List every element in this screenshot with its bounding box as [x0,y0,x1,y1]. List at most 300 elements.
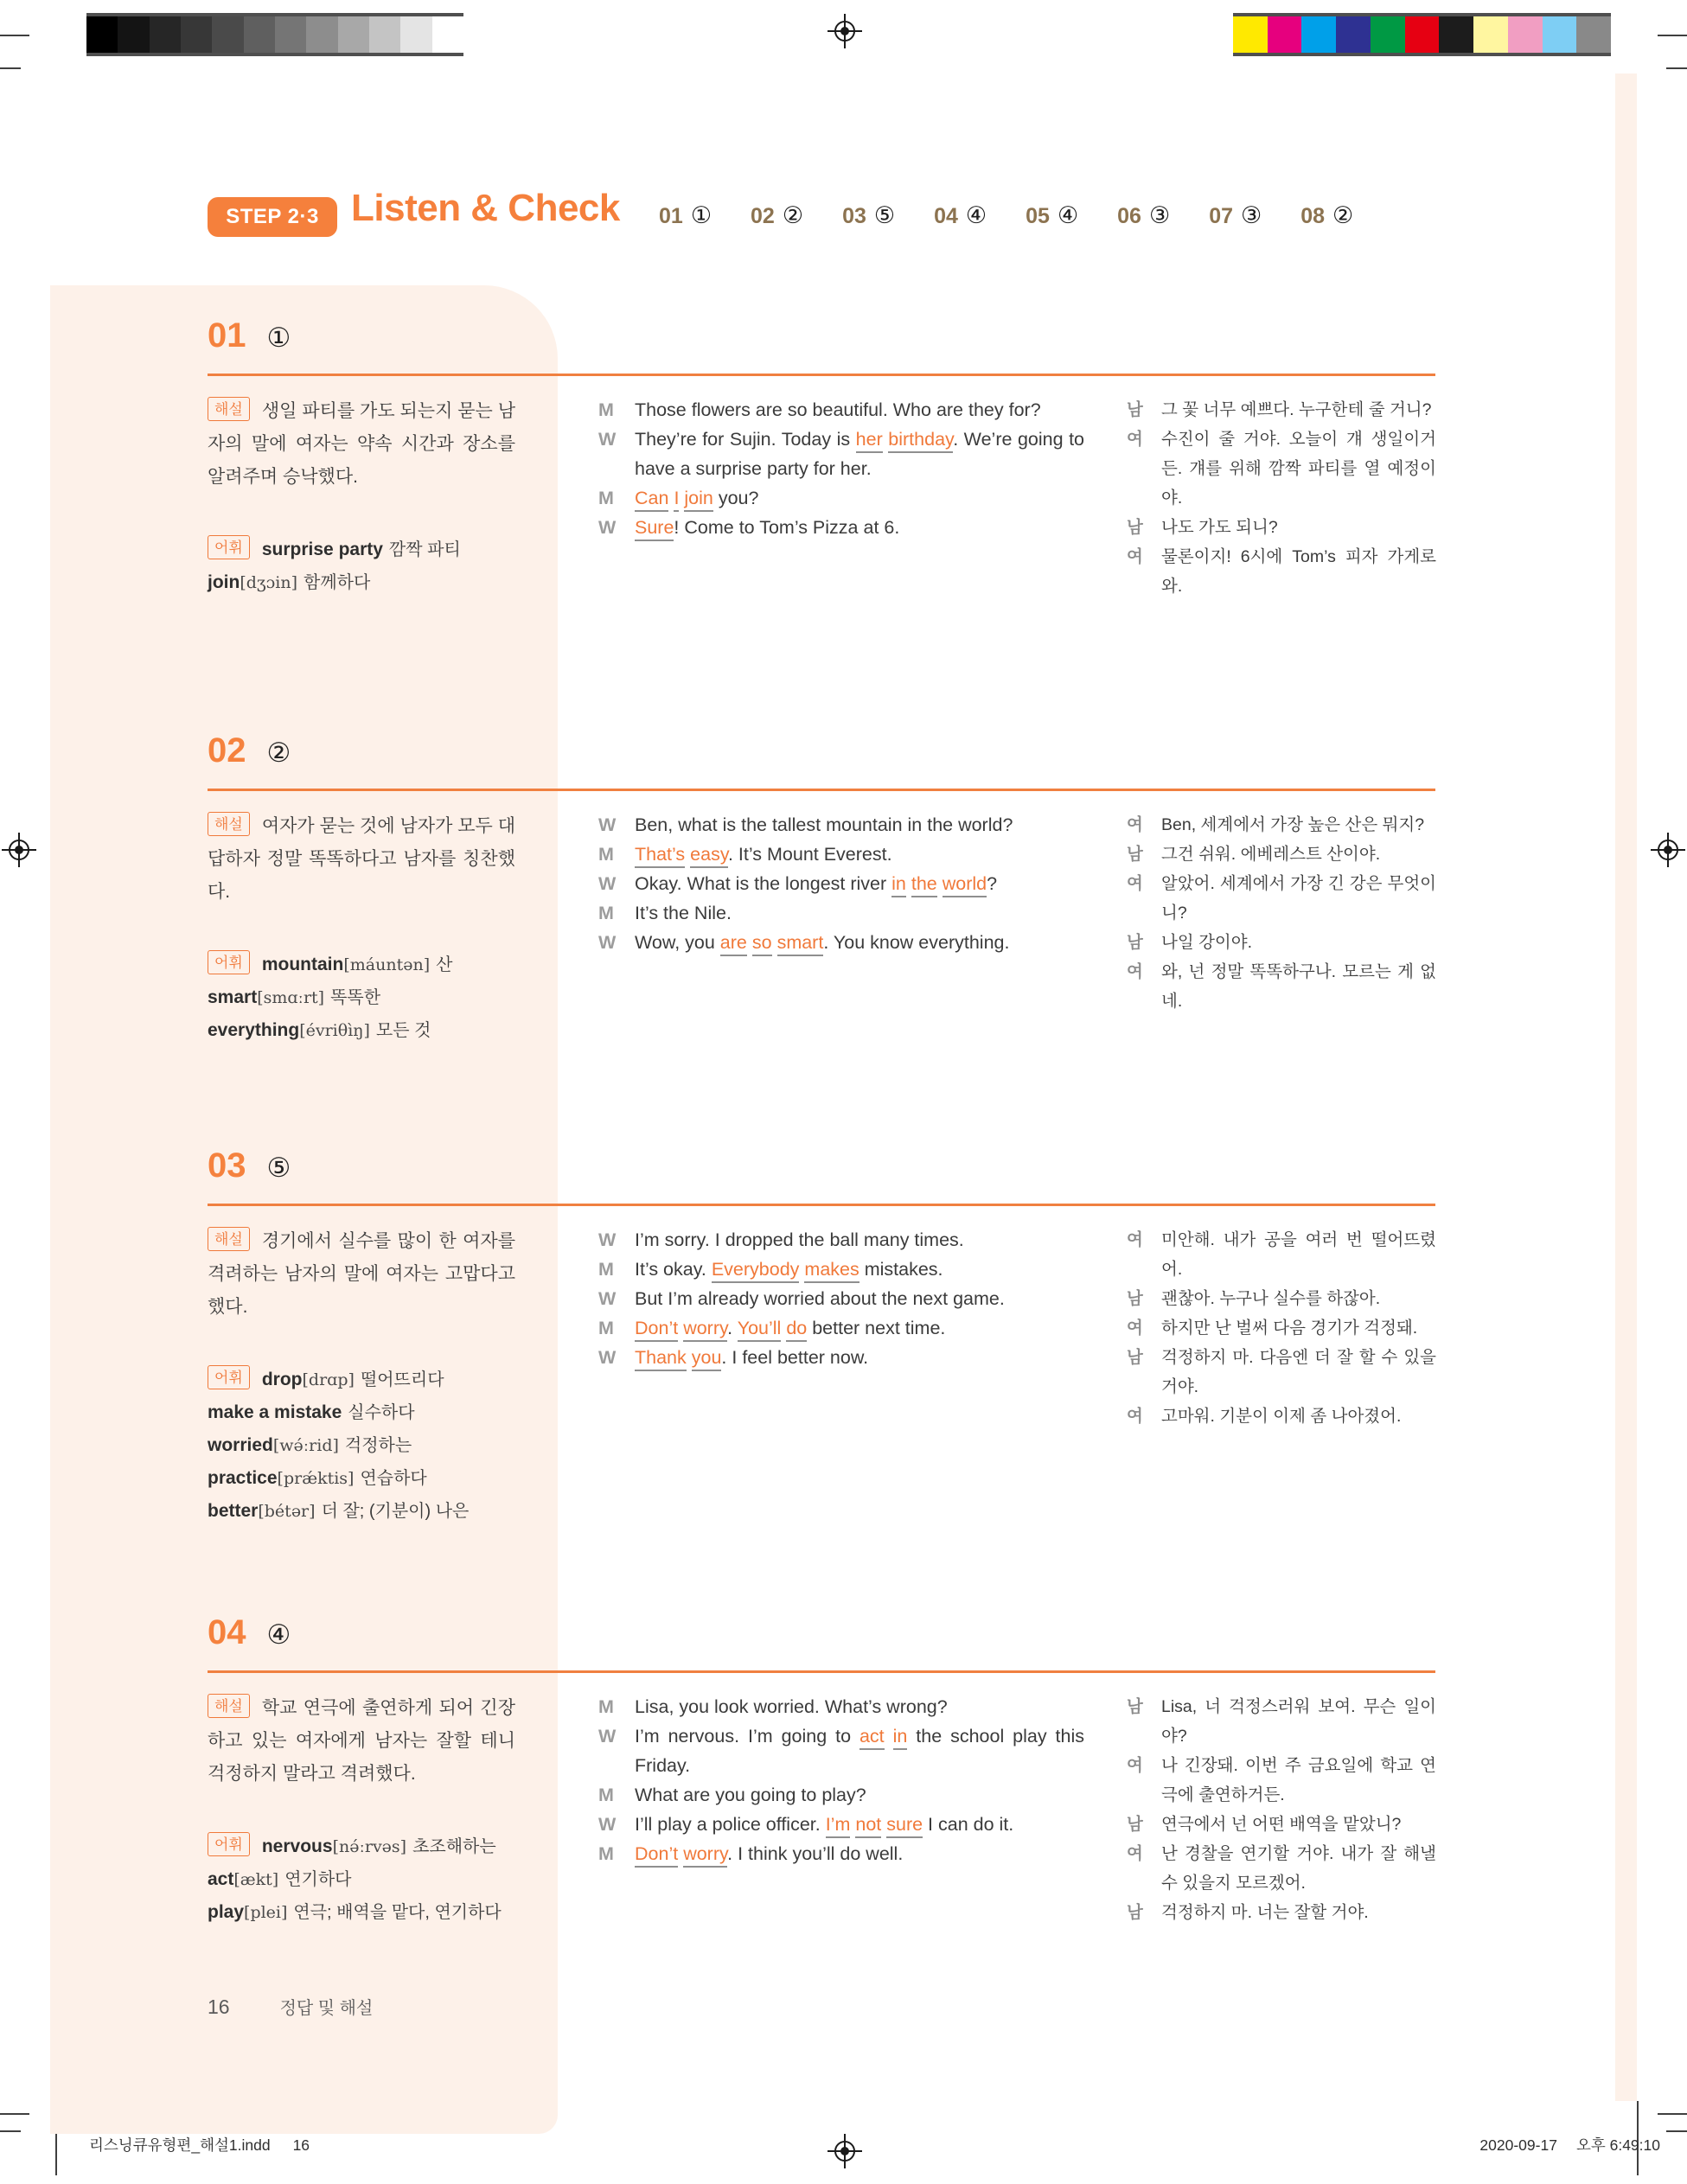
dialogue-line [598,810,1084,840]
vocab-word: mountain [261,955,344,974]
vocab-word: make a mistake [208,1402,342,1422]
registration-mark-right [1655,837,1681,863]
section-number: 02 [208,731,246,770]
answer-choice: ③ [1148,202,1171,228]
answer-item [1209,202,1262,229]
answer-number: 07 [1209,204,1233,228]
dialogue-segment: Ben, what is the tallest mountain in the world? [635,814,1013,835]
korean-line [1127,425,1436,513]
footer-label: 정답 및 해설 [279,1999,374,2018]
section-number: 01 [208,316,246,354]
page-title: Listen & Check [351,187,620,229]
answer-choice: ② [1332,202,1354,228]
dialogue-text [635,810,1084,840]
dialogue-segment: . [727,1318,738,1338]
explanation-paragraph [208,1225,515,1324]
calibration-swatch [1371,16,1405,53]
calibration-swatch [306,16,337,53]
korean-line [1127,1402,1436,1431]
calibration-swatch [275,16,306,53]
korean-line [1127,1313,1436,1343]
vocab-item [208,1863,553,1896]
explanation-text: 생일 파티를 가도 되는지 묻는 남자의 말에 여자는 약속 시간과 장소를 알려주며 승낙했다. [208,401,515,487]
highlighted-answer-word: worry [683,1318,727,1342]
highlighted-answer-word: worry [683,1843,727,1868]
dialogue-text [635,483,1084,513]
korean-speaker-label: 남 [1127,1289,1143,1308]
korean-column [1127,1225,1436,1431]
highlighted-answer-word: You’ll [738,1318,782,1342]
answer-item [842,202,895,229]
dialogue-text [635,513,1084,542]
grayscale-calibration-bar [86,13,463,56]
korean-speaker-label: 여 [1127,1756,1143,1775]
crop-mark [0,35,29,36]
korean-text: 난 경찰을 연기할 거야. 내가 잘 해낼 수 있을지 모르겠어. [1161,1844,1436,1893]
dialogue-segment [687,1347,692,1368]
crop-mark [1658,2113,1687,2115]
dialogue-column [598,810,1084,957]
slug-time: 오후 6:49:10 [1575,2136,1660,2154]
vocab-meaning: 연습하다 [360,1469,427,1488]
vocab-word: worried [208,1435,273,1455]
dialogue-line [598,1810,1084,1839]
korean-column [1127,395,1436,601]
answer-number: 08 [1300,204,1326,228]
registration-circle [1658,840,1678,860]
page-number: 16 [208,1996,230,2018]
vocab-pronunciation: [bétər] [258,1502,316,1521]
dialogue-text [635,425,1084,483]
calibration-swatch [369,16,400,53]
vocab-word: smart [208,987,258,1007]
korean-speaker-label: 남 [1127,1903,1143,1922]
step-badge: STEP 2·3 [208,197,337,237]
highlighted-answer-word: are [720,932,747,956]
highlighted-answer-word: join [684,488,713,512]
slug-date: 2020-09-17 [1479,2136,1557,2154]
section-header [208,1141,1435,1191]
registration-dot [840,2147,849,2155]
vocab-meaning: 깜짝 파티 [388,540,461,559]
vocab-item [208,1429,553,1462]
section-divider [208,1204,1435,1206]
dialogue-text [635,1255,1084,1284]
korean-text: 걱정하지 마. 다음엔 더 잘 할 수 있을 거야. [1161,1348,1436,1396]
korean-text: 수진이 줄 거야. 오늘이 걔 생일이거든. 걔를 위해 깜짝 파티를 열 예정이야. [1161,430,1436,508]
korean-speaker-label: 남 [1127,400,1143,419]
dialogue-segment: mistakes. [859,1259,943,1280]
slug-filename: 리스닝큐유형편_해설1.indd [89,2136,271,2154]
explanation-column [208,1692,553,1929]
dialogue-text [635,1780,1084,1810]
vocab-list [208,1830,553,1929]
vocab-pronunciation: [smɑːrt] [257,988,325,1007]
dialogue-line [598,1692,1084,1721]
korean-text: Ben, 세계에서 가장 높은 산은 뭐지? [1161,815,1425,834]
section-header [208,1608,1435,1658]
dialogue-segment: . I think you’ll do well. [727,1843,904,1864]
section-header [208,726,1435,776]
dialogue-text [635,898,1084,928]
dialogue-line [598,869,1084,898]
vocab-label: 어휘 [208,535,250,559]
korean-line [1127,1810,1436,1839]
korean-column [1127,1692,1436,1927]
explanation-paragraph [208,810,515,909]
answer-choice: ④ [1057,202,1079,228]
calibration-swatch [181,16,212,53]
korean-text: 물론이지! 6시에 Tom’s 피자 가게로 와. [1161,547,1436,596]
dialogue-text [635,1810,1084,1839]
registration-circle [834,21,855,42]
calibration-swatch [1543,16,1577,53]
korean-speaker-label: 여 [1127,1230,1143,1249]
vocab-meaning: 떨어뜨리다 [360,1370,444,1389]
explanation-label: 해설 [208,397,250,421]
answers-row [659,202,1353,229]
calibration-swatch [244,16,275,53]
korean-text: 고마워. 기분이 이제 좀 나아졌어. [1161,1407,1402,1426]
explanation-label: 해설 [208,1694,250,1718]
registration-dot [840,27,849,35]
dialogue-segment: What are you going to play? [635,1785,866,1805]
dialogue-segment: I can do it. [923,1814,1014,1835]
vocab-word: join [208,572,240,592]
dialogue-text [635,1721,1084,1780]
answer-choice: ② [782,202,804,228]
calibration-swatch [1301,16,1336,53]
explanation-paragraph [208,395,515,494]
dialogue-segment: the school play this Friday. [635,1726,1084,1776]
korean-speaker-label: 남 [1127,518,1143,537]
speaker-label: W [598,429,617,450]
speaker-label: M [598,1843,614,1864]
highlighted-answer-word: birthday [888,429,953,453]
answer-choice: ④ [965,202,987,228]
dialogue-line [598,1284,1084,1313]
speaker-label: M [598,1318,614,1338]
korean-text: 괜찮아. 누구나 실수를 하잖아. [1161,1289,1381,1308]
calibration-swatch [1508,16,1543,53]
dialogue-line [598,840,1084,869]
highlighted-answer-word: you [692,1347,722,1371]
section-number: 03 [208,1146,246,1185]
vocab-list [208,1363,553,1528]
dialogue-column [598,1692,1084,1868]
highlighted-answer-word: Don’t [635,1318,678,1342]
dialogue-segment [747,932,752,953]
vocab-item [208,1014,553,1047]
dialogue-segment: . You know everything. [823,932,1010,953]
vocab-word: practice [208,1468,278,1488]
dialogue-line [598,1225,1084,1255]
highlighted-answer-word: world [943,873,987,897]
vocab-pronunciation: [drɑp] [302,1370,355,1389]
speaker-label: W [598,1288,617,1309]
dialogue-segment: . I feel better now. [721,1347,869,1368]
answer-choice: ⑤ [873,202,896,228]
korean-line [1127,513,1436,542]
answer-number: 04 [934,204,958,228]
vocab-pronunciation: [wə́ːrid] [272,1436,339,1455]
calibration-swatch [432,16,463,53]
answer-number: 05 [1026,204,1050,228]
vocab-pronunciation: [máuntən] [343,955,431,974]
calibration-swatch [1576,16,1611,53]
korean-line [1127,1751,1436,1810]
dialogue-text [635,1692,1084,1721]
korean-line [1127,928,1436,957]
speaker-label: W [598,932,617,953]
highlighted-answer-word: the [911,873,937,897]
korean-speaker-label: 남 [1127,1697,1143,1716]
dialogue-segment: better next time. [807,1318,946,1338]
answer-item [659,202,712,229]
korean-speaker-label: 여 [1127,962,1143,981]
section-header [208,311,1435,361]
dialogue-line [598,928,1084,957]
section-answer-choice: ④ [266,1619,291,1650]
vocab-pronunciation: [plei] [244,1903,288,1922]
korean-speaker-label: 남 [1127,933,1143,952]
vocab-pronunciation: [évriθìŋ] [299,1021,370,1040]
highlighted-answer-word: not [855,1814,881,1838]
vocab-item [208,533,553,566]
answer-choice: ① [690,202,713,228]
calibration-swatch [1233,16,1268,53]
korean-text: 와, 넌 정말 똑똑하구나. 모르는 게 없네. [1161,962,1436,1011]
korean-text: 하지만 난 벌써 다음 경기가 걱정돼. [1161,1319,1418,1338]
section-divider [208,1670,1435,1673]
dialogue-segment: It’s the Nile. [635,903,732,923]
dialogue-line [598,483,1084,513]
calibration-swatch [118,16,149,53]
korean-text: 그 꽃 너무 예쁘다. 누구한테 줄 거니? [1161,400,1432,419]
highlighted-answer-word: easy [690,844,728,868]
vocab-pronunciation: [dʒɔin] [240,573,297,592]
dialogue-text [635,1225,1084,1255]
vocab-meaning: 모든 것 [375,1021,431,1040]
crop-mark [0,2113,29,2115]
vocab-meaning: 연극; 배역을 맡다, 연기하다 [293,1903,502,1922]
vocab-item [208,1363,553,1396]
explanation-label: 해설 [208,812,250,836]
highlighted-answer-word: in [893,1726,908,1750]
answer-number: 03 [842,204,866,228]
calibration-swatch [1336,16,1371,53]
answer-section [208,1608,1436,1922]
korean-speaker-label: 남 [1127,1348,1143,1367]
dialogue-segment: ? [987,873,998,894]
answer-item [751,202,803,229]
speaker-label: W [598,1814,617,1835]
dialogue-line [598,1343,1084,1372]
speaker-label: W [598,1726,617,1747]
dialogue-text [635,1313,1084,1343]
korean-line [1127,810,1436,840]
korean-speaker-label: 여 [1127,815,1143,834]
highlighted-answer-word: Can [635,488,668,512]
korean-text: 미안해. 내가 공을 여러 번 떨어뜨렸어. [1161,1230,1436,1279]
speaker-label: M [598,399,614,420]
highlighted-answer-word: Everybody [712,1259,800,1283]
korean-speaker-label: 여 [1127,1844,1143,1863]
dialogue-segment [885,1726,893,1747]
calibration-swatch [212,16,243,53]
dialogue-text [635,1284,1084,1313]
dialogue-line [598,1839,1084,1868]
dialogue-segment: Okay. What is the longest river [635,873,892,894]
highlighted-answer-word: Don’t [635,1843,678,1868]
korean-speaker-label: 남 [1127,845,1143,864]
vocab-word: everything [208,1020,300,1040]
explanation-column [208,810,553,1047]
korean-line [1127,542,1436,601]
crop-mark [1666,2130,1687,2132]
vocab-meaning: 초조해하는 [412,1837,496,1856]
vocab-meaning: 걱정하는 [344,1436,412,1455]
korean-speaker-label: 여 [1127,874,1143,893]
speaker-label: W [598,1229,617,1250]
vocab-label: 어휘 [208,1365,250,1389]
vocab-word: act [208,1869,234,1889]
highlighted-answer-word: I [674,488,679,512]
vocab-word: play [208,1902,245,1922]
explanation-column [208,1225,553,1528]
vocab-pronunciation: [prǽktis] [277,1469,355,1488]
calibration-swatch [338,16,369,53]
dialogue-line [598,898,1084,928]
dialogue-text [635,840,1084,869]
korean-line [1127,869,1436,928]
vocab-meaning: 산 [436,955,453,974]
dialogue-text [635,869,1084,898]
highlighted-answer-word: do [786,1318,807,1342]
korean-line [1127,1343,1436,1402]
vocab-item [208,1830,553,1863]
korean-speaker-label: 남 [1127,1815,1143,1834]
dialogue-line [598,1313,1084,1343]
calibration-swatch [400,16,431,53]
korean-line [1127,1898,1436,1927]
calibration-swatch [86,16,118,53]
registration-mark-top [832,18,858,44]
korean-line [1127,957,1436,1016]
vocab-meaning: 연기하다 [284,1870,352,1889]
highlighted-answer-word: I’m [826,1814,851,1838]
slug-page-number: 16 [292,2136,310,2154]
vocab-label: 어휘 [208,950,250,974]
speaker-label: M [598,488,614,508]
highlighted-answer-word: so [752,932,772,956]
speaker-label: W [598,1347,617,1368]
vocab-item [208,1396,553,1429]
highlighted-answer-word: makes [804,1259,859,1283]
dialogue-text [635,928,1084,957]
korean-speaker-label: 여 [1127,1407,1143,1426]
section-divider [208,789,1435,791]
dialogue-segment: . It’s Mount Everest. [727,844,892,865]
explanation-text: 학교 연극에 출연하게 되어 긴장하고 있는 여자에게 남자는 잘할 테니 걱정하지 말라고 격려했다. [208,1698,515,1784]
registration-dot [1664,846,1672,854]
korean-text: 연극에서 넌 어떤 배역을 맡았니? [1161,1815,1402,1834]
korean-speaker-label: 여 [1127,1319,1143,1338]
korean-speaker-label: 여 [1127,547,1143,566]
calibration-swatch [150,16,181,53]
answer-item [1300,202,1353,229]
speaker-label: W [598,814,617,835]
color-calibration-bar [1233,13,1611,56]
korean-text: 그건 쉬워. 에베레스트 산이야. [1161,845,1381,864]
dialogue-line [598,1255,1084,1284]
korean-line [1127,1225,1436,1284]
korean-text: 나도 가도 되니? [1161,518,1278,537]
dialogue-text [635,395,1084,425]
answer-number: 02 [751,204,775,228]
highlighted-answer-word: That’s [635,844,685,868]
speaker-label: M [598,1785,614,1805]
dialogue-line [598,395,1084,425]
dialogue-segment: Wow, you [635,932,720,953]
vocab-meaning: 똑똑한 [330,988,381,1007]
korean-text: 나 긴장돼. 이번 주 금요일에 학교 연극에 출연하거든. [1161,1756,1436,1804]
speaker-label: W [598,873,617,894]
highlighted-answer-word: in [891,873,906,897]
dialogue-segment: It’s okay. [635,1259,712,1280]
dialogue-line [598,513,1084,542]
vocab-pronunciation: [nə́ːrvəs] [332,1837,407,1856]
dialogue-segment: Those flowers are so beautiful. Who are they for? [635,399,1041,420]
highlighted-answer-word: act [859,1726,885,1750]
explanation-paragraph [208,1692,515,1791]
vocab-item [208,981,553,1014]
crop-mark [1658,35,1687,36]
dialogue-segment: They’re for Sujin. Today is [635,429,856,450]
calibration-swatch [1439,16,1473,53]
vocab-meaning: 실수하다 [348,1403,415,1422]
vocab-list [208,948,553,1047]
vocab-item [208,566,553,599]
answer-item [934,202,987,229]
speaker-label: M [598,903,614,923]
calibration-swatch [1268,16,1302,53]
highlighted-answer-word: Thank [635,1347,687,1371]
answer-item [1026,202,1078,229]
section-answer-choice: ⑤ [266,1153,291,1183]
page-footer [208,1994,373,2019]
dialogue-segment [772,932,777,953]
vocab-word: drop [261,1370,303,1389]
dialogue-line [598,1721,1084,1780]
section-answer-choice: ① [266,322,291,353]
highlighted-answer-word: Sure [635,517,674,541]
korean-text: 나일 강이야. [1161,933,1253,952]
vocab-pronunciation: [ækt] [233,1870,279,1889]
korean-column [1127,810,1436,1016]
dialogue-text [635,1343,1084,1372]
korean-line [1127,840,1436,869]
registration-mark-bottom [832,2138,858,2164]
answer-item [1117,202,1170,229]
registration-circle [9,840,29,860]
explanation-text: 여자가 묻는 것에 남자가 모두 대답하자 정말 똑똑하다고 남자를 칭찬했다. [208,816,515,902]
vocab-list [208,533,553,599]
vocab-meaning: 더 잘; (기분이) 나은 [321,1502,470,1521]
korean-speaker-label: 여 [1127,430,1143,449]
section-number: 04 [208,1613,246,1651]
registration-dot [15,846,23,854]
